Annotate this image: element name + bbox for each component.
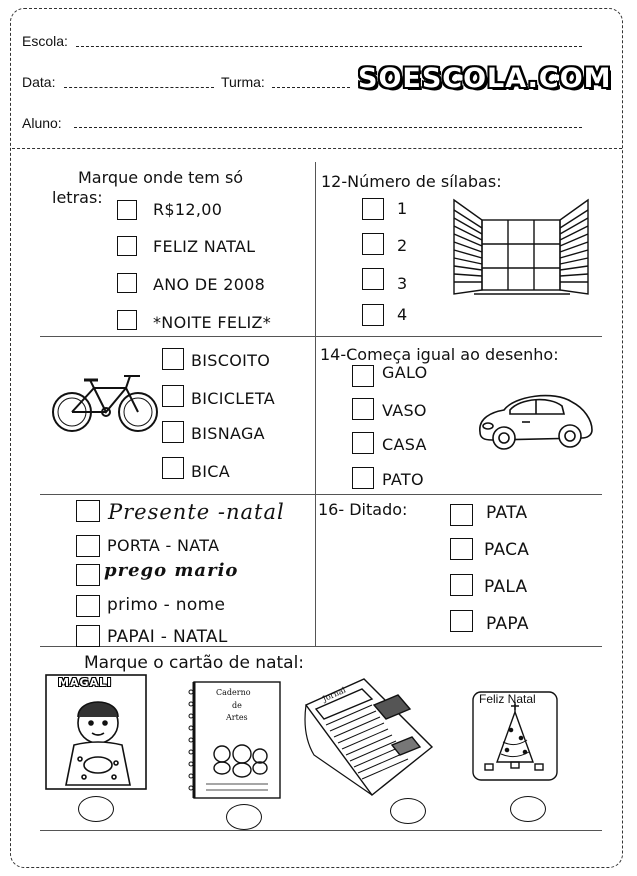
header-divider [12,148,622,149]
option-label: PATO [382,470,424,489]
checkbox[interactable] [362,304,384,326]
checkbox[interactable] [352,398,374,420]
row-divider-1 [40,336,602,337]
bicycle-illustration [50,370,160,434]
column-divider [315,162,316,646]
class-label: Turma: [221,74,265,90]
checkbox[interactable] [450,538,473,560]
magazine-title: MAGALI [58,676,113,689]
car-illustration [474,388,596,454]
checkbox[interactable] [162,421,184,443]
option-label: PATA [486,503,528,523]
answer-oval[interactable] [226,804,262,830]
option-label: VASO [382,401,427,420]
q-letters-title-2: letras: [52,188,103,207]
student-label: Aluno: [22,115,62,131]
checkbox[interactable] [117,310,137,330]
option-label: primo - nome [107,595,226,615]
option-label: prego mario [104,560,239,581]
checkbox[interactable] [362,233,384,255]
notebook-title-line2: de [232,701,242,710]
checkbox[interactable] [450,574,473,596]
option-label: FELIZ NATAL [153,237,256,256]
option-label: CASA [382,435,427,454]
checkbox[interactable] [362,268,384,290]
answer-oval[interactable] [78,796,114,822]
option-label: GALO [382,363,428,382]
option-label: 2 [397,236,408,255]
option-label: PALA [484,577,528,597]
q16-title: 16- Ditado: [318,500,408,519]
option-label: ANO DE 2008 [153,275,266,294]
checkbox[interactable] [352,467,374,489]
checkbox[interactable] [76,625,100,647]
option-label: Presente -natal [108,500,285,524]
option-label: PACA [484,540,530,560]
q12-title: 12-Número de sílabas: [321,172,502,191]
site-logo: SOESCOLA.COM [358,63,612,94]
row-divider-2 [40,494,602,495]
option-label: BICICLETA [191,389,275,408]
class-field[interactable] [272,87,350,88]
option-label: 3 [397,274,408,293]
checkbox[interactable] [117,273,137,293]
newspaper-title: Jornal [321,685,348,704]
date-field[interactable] [64,87,214,88]
option-label: 1 [397,199,408,218]
option-label: PAPAI - NATAL [107,627,228,647]
answer-oval[interactable] [510,796,546,822]
student-field[interactable] [74,127,582,128]
notebook-title-line1: Caderno [216,688,251,697]
row-divider-4 [40,830,602,831]
checkbox[interactable] [162,385,184,407]
option-label: BICA [191,462,231,481]
card-greeting: Feliz Natal [479,692,536,706]
answer-oval[interactable] [390,798,426,824]
notebook-illustration [186,680,282,800]
checkbox[interactable] [117,236,137,256]
option-label: PAPA [486,614,529,634]
checkbox[interactable] [450,610,473,632]
checkbox[interactable] [76,500,100,522]
checkbox[interactable] [162,348,184,370]
option-label: *NOITE FELIZ* [153,313,272,332]
option-label: PORTA - NATA [107,536,220,555]
option-label: 4 [397,305,408,324]
checkbox[interactable] [352,432,374,454]
checkbox[interactable] [362,198,384,220]
option-label: BISNAGA [191,424,265,443]
notebook-title-line3: Artes [226,713,248,722]
checkbox[interactable] [450,504,473,526]
checkbox[interactable] [117,200,137,220]
date-label: Data: [22,74,56,90]
checkbox[interactable] [76,564,100,586]
q-card-title: Marque o cartão de natal: [84,653,305,673]
q-letters-title: Marque onde tem só [78,168,244,187]
school-label: Escola: [22,33,68,49]
option-label: R$12,00 [153,200,223,219]
school-field[interactable] [76,46,582,47]
option-label: BISCOITO [191,351,271,370]
checkbox[interactable] [162,457,184,479]
q14-title: 14-Começa igual ao desenho: [320,345,559,364]
checkbox[interactable] [352,365,374,387]
magazine-cover-illustration [44,673,148,791]
checkbox[interactable] [76,535,100,557]
window-illustration [452,198,590,298]
checkbox[interactable] [76,595,100,617]
